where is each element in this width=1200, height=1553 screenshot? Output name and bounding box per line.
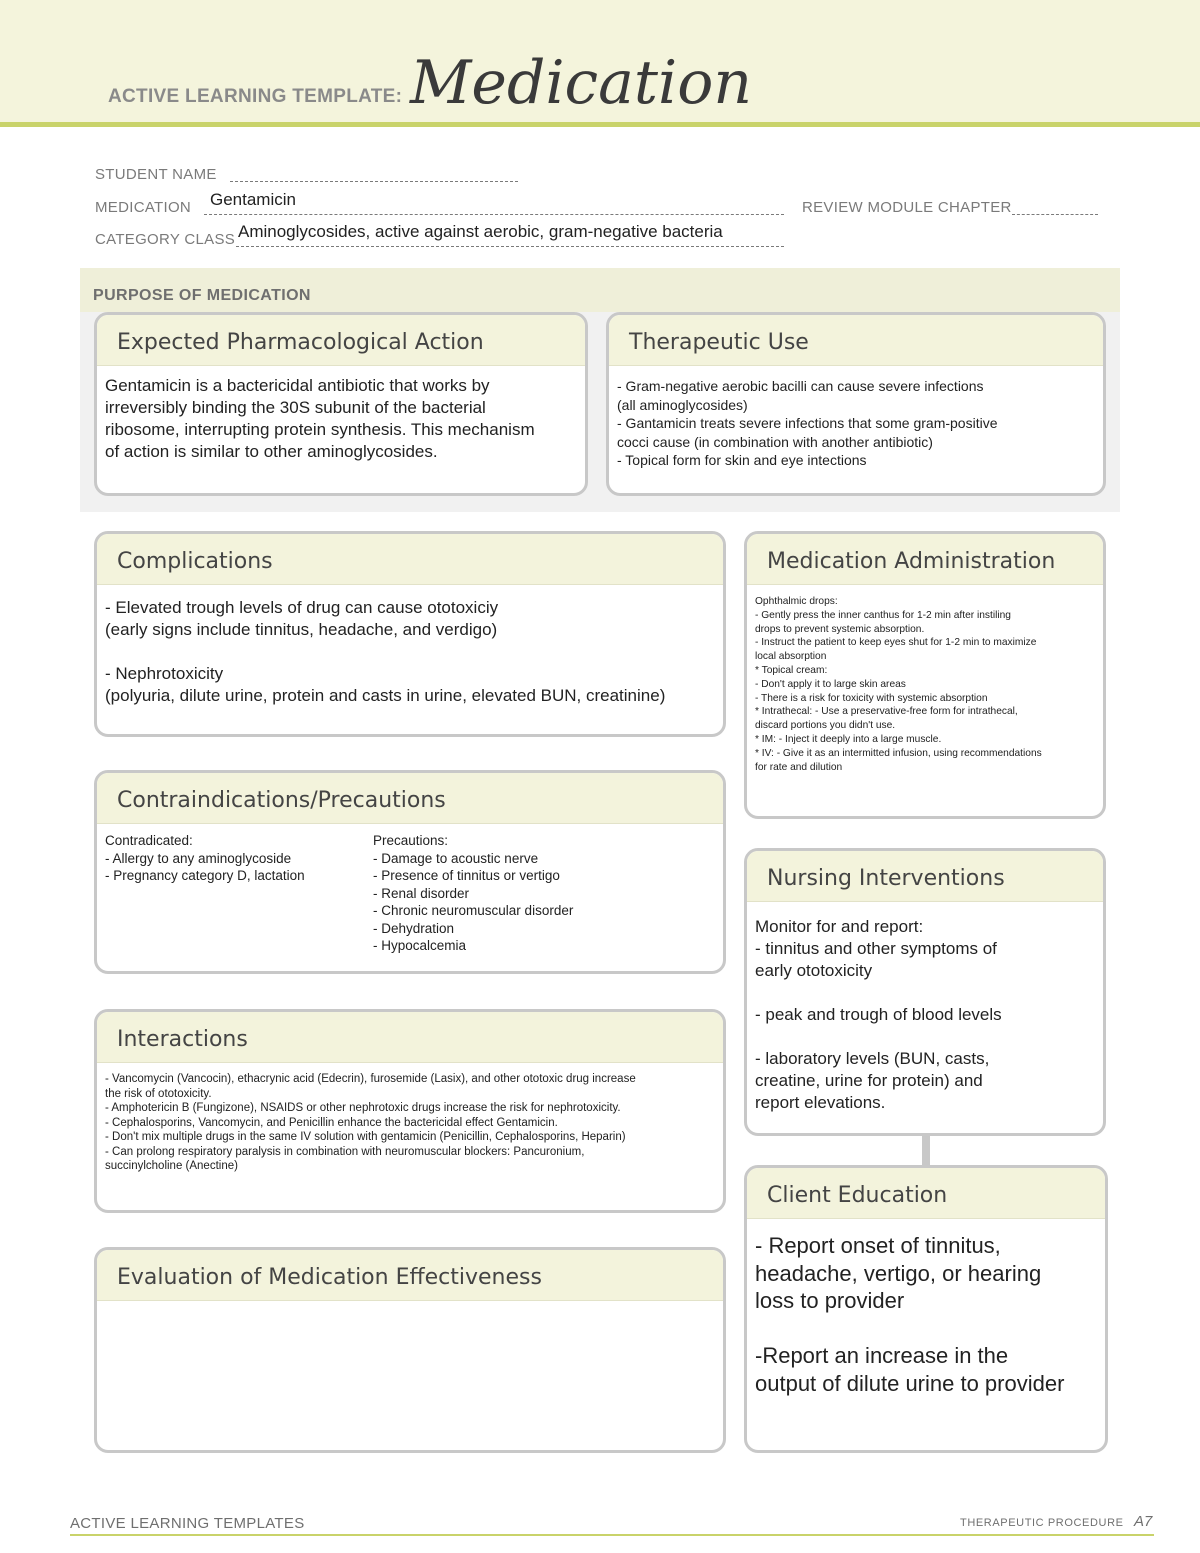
client-education-text[interactable]: - Report onset of tinnitus, headache, vertigo, or hearing loss to provider -Report an increase in the output of dilute urine to provider [755, 1233, 1065, 1396]
nursing-interventions-card [744, 848, 1106, 1136]
medication-administration-text[interactable]: Ophthalmic drops: - Gently press the inner canthus for 1-2 min after instiling drops to prevent systemic absorption. - Instruct the patient to keep eyes shut for 1-2 min to maximize local absorption * Topical cream: - Don't apply it to large skin areas - There is a risk for toxicity with systemic absorption * Intrathecal: - Use a preservative-free form for intrathecal, discard portions you didn't use. * IM: - Inject it deeply into a large muscle. * IV: - Give it as an intermitted infusion, using recommendations for rate and dilution [755, 596, 1042, 773]
category-class-label: CATEGORY CLASS [95, 231, 236, 248]
medication-administration-card [744, 531, 1106, 819]
therapeutic-use-title: Therapeutic Use [609, 315, 1103, 366]
interactions-text[interactable]: - Vancomycin (Vancocin), ethacrynic acid (Edecrin), furosemide (Lasix), and other ototoxic drug increase the risk of ototoxicity. - Amphotericin B (Fungizone), NSAIDS or other nephrotoxic drugs increase the risk for nephrotoxicity. - Cephalosporins, Vancomycin, and Penicillin enhance the bactericidal effect Gentamicin. - Don't mix multiple drugs in the same IV solution with gentamicin (Penicillin, Cephalosporins, Heparin) - Can prolong respiratory paralysis in combination with neuromuscular blockers: Pancuronium, succinylcholine (Anectine) [105, 1073, 636, 1172]
complications-title: Complications [97, 534, 723, 585]
category-class-field[interactable]: Aminoglycosides, active against aerobic, gram-negative bacteria [238, 222, 723, 241]
evaluation-text[interactable] [97, 1301, 723, 1317]
medication-field[interactable]: Gentamicin [210, 190, 296, 209]
contradicated-text[interactable]: Contradicated: - Allergy to any aminoglycoside - Pregnancy category D, lactation [105, 833, 305, 883]
category-class-line [236, 246, 784, 247]
medication-label: MEDICATION [95, 199, 192, 216]
nursing-interventions-text[interactable]: Monitor for and report: - tinnitus and other symptoms of early ototoxicity - peak and trough of blood levels - laboratory levels (BUN, casts, creatine, urine for protein) and report elevations. [755, 917, 1002, 1112]
page-title: Medication [410, 48, 752, 118]
therapeutic-use-text[interactable]: - Gram-negative aerobic bacilli can cause severe infections (all aminoglycosides) - Gantamicin treats severe infections that some gram-positive cocci cause (in combination with another antibiotic) - Topical form for skin and eye intections [617, 378, 998, 468]
expected-action-card [94, 312, 588, 496]
header-rule [0, 122, 1200, 127]
medication-line [204, 214, 784, 215]
template-label: ACTIVE LEARNING TEMPLATE: [108, 86, 403, 107]
client-education-card [744, 1165, 1108, 1453]
medication-administration-title: Medication Administration [747, 534, 1103, 585]
expected-action-text[interactable]: Gentamicin is a bactericidal antibiotic that works by irreversibly binding the 30S subunit of the bacterial ribosome, interrupting protein synthesis. This mechanism of action is similar to other aminoglycosides. [105, 376, 535, 461]
evaluation-title: Evaluation of Medication Effectiveness [97, 1250, 723, 1301]
review-module-line [1012, 214, 1098, 215]
nursing-interventions-title: Nursing Interventions [747, 851, 1103, 902]
interactions-title: Interactions [97, 1012, 723, 1063]
contraindications-title: Contraindications/Precautions [97, 773, 723, 824]
student-name-line [230, 181, 518, 182]
complications-text[interactable]: - Elevated trough levels of drug can cause ototoxiciy (early signs include tinnitus, headache, and verdigo) - Nephrotoxicity (polyuria, dilute urine, protein and casts in urine, elevated BUN, creatinine) [105, 598, 666, 705]
card-connector [922, 1135, 930, 1165]
footer-left-label: ACTIVE LEARNING TEMPLATES [70, 1515, 305, 1532]
evaluation-card [94, 1247, 726, 1453]
precautions-text[interactable]: Precautions: - Damage to acoustic nerve - Presence of tinnitus or vertigo - Renal disorder - Chronic neuromuscular disorder - Dehydration - Hypocalcemia [373, 833, 574, 953]
expected-action-title: Expected Pharmacological Action [97, 315, 585, 366]
client-education-title: Client Education [747, 1168, 1105, 1219]
footer-rule [70, 1534, 1154, 1536]
contraindications-card [94, 770, 726, 974]
student-name-label: STUDENT NAME [95, 166, 217, 183]
review-module-label: REVIEW MODULE CHAPTER [802, 199, 1012, 216]
interactions-card [94, 1009, 726, 1213]
purpose-label: PURPOSE OF MEDICATION [93, 287, 311, 304]
complications-card [94, 531, 726, 737]
footer-right-label: THERAPEUTIC PROCEDURE [960, 1517, 1124, 1529]
page-number: A7 [1134, 1513, 1153, 1530]
therapeutic-use-card [606, 312, 1106, 496]
